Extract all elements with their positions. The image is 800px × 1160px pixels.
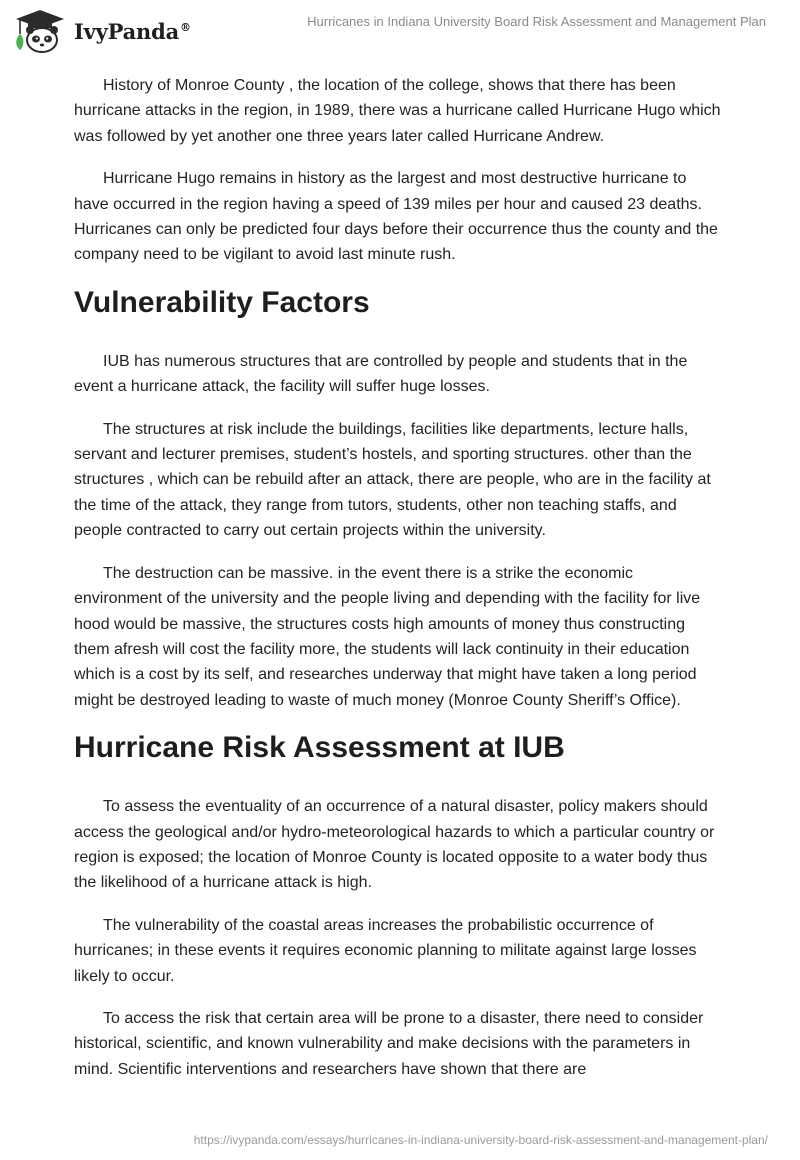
essay-body bbox=[74, 73, 724, 1099]
section-heading-risk-assessment: Hurricane Risk Assessment at IUB bbox=[74, 731, 565, 765]
brand-name: IvyPanda® bbox=[74, 18, 191, 44]
paragraph: History of Monroe County , the location of the college, shows that there has been hurricane attacks in the region, in 1989, there was a hurricane called Hurricane Hugo which was followed by yet another one three years later called Hurricane Andrew. bbox=[74, 77, 721, 145]
brand-logo[interactable] bbox=[12, 8, 191, 54]
page-header bbox=[0, 0, 800, 64]
paragraph: The destruction can be massive. in the event there is a strike the economic environment of the university and the people living and depending with the facility for live hood would be massive, the structures costs high amounts of money thus constructing them afresh will cost the facility more, the students will lack continuity in their education which is a cost by its self, and researches underway that might have taken a long period might be destroyed leading to waste of much money (Monroe County Sheriff’s Office). bbox=[74, 564, 701, 709]
paragraph: To assess the eventuality of an occurrence of a natural disaster, policy makers should access the geological and/or hydro-meteorological hazards to which a particular country or region is exposed; the location of Monroe County is located opposite to a water body thus the likelihood of a hurricane attack is high. bbox=[74, 798, 715, 892]
section-heading-vulnerability: Vulnerability Factors bbox=[74, 285, 370, 319]
paragraph: IUB has numerous structures that are controlled by people and students that in the event a hurricane attack, the facility will suffer huge losses. bbox=[74, 352, 688, 396]
paragraph: The structures at risk include the buildings, facilities like departments, lecture halls, servant and lecturer premises, student’s hostels, and sporting structures. other than the structures , which can be rebuild after an attack, there are people, who are in the facility at the time of the attack, they range from tutors, students, other non teaching staffs, and people contracted to carry out certain projects within the university. bbox=[74, 420, 711, 540]
paragraph: The vulnerability of the coastal areas increases the probabilistic occurrence of hurricanes; in these events it requires economic planning to militate against large losses likely to occur. bbox=[74, 916, 697, 985]
source-url-link[interactable]: https://ivypanda.com/essays/hurricanes-in-indiana-university-board-risk-assessment-and-management-plan/ bbox=[193, 1133, 768, 1147]
paragraph: To access the risk that certain area will be prone to a disaster, there need to consider historical, scientific, and known vulnerability and make decisions with the parameters in mind. Scientific interventions and researchers have shown that there are bbox=[74, 1009, 704, 1078]
panda-graduate-icon bbox=[12, 8, 68, 54]
paragraph: Hurricane Hugo remains in history as the largest and most destructive hurricane to have occurred in the region having a speed of 139 miles per hour and caused 23 deaths. Hurricanes can only be predicted four days before their occurrence thus the county and the company need to be vigilant to avoid last minute rush. bbox=[74, 170, 718, 264]
document-title: Hurricanes in Indiana University Board Risk Assessment and Management Plan bbox=[307, 14, 766, 29]
